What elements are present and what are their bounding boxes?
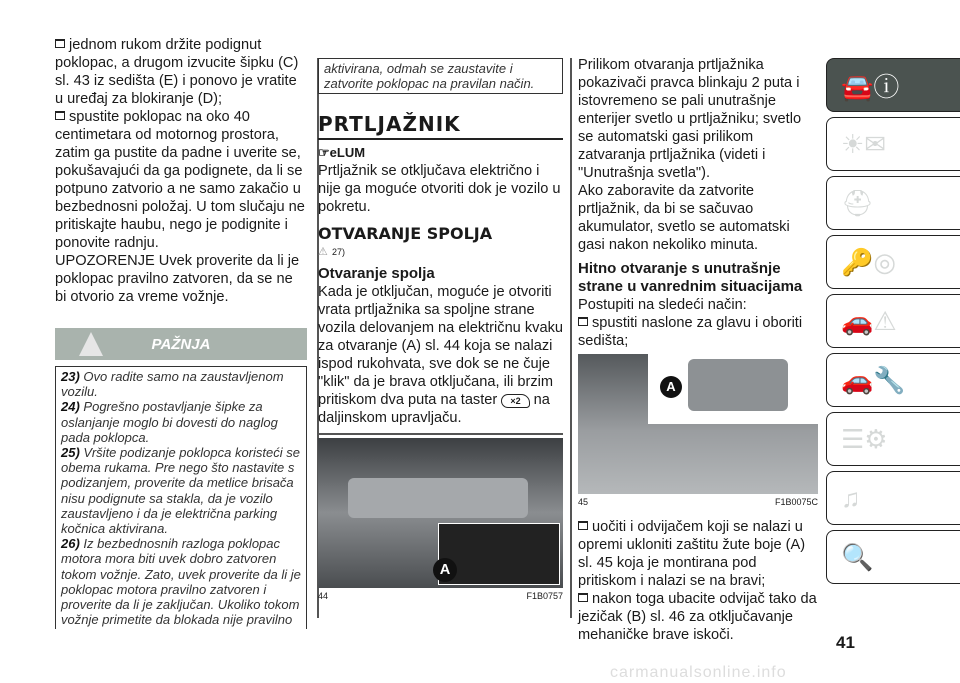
column-1 [55,36,307,629]
subsection-title: OTVARANJE SPOLJA [318,224,493,244]
footer-watermark: carmanualsonline.info [610,664,787,681]
figure-number: 44 [318,591,329,602]
column-3 [578,56,818,644]
note [61,536,301,627]
page-number: 41 [836,633,855,652]
warning-text: UPOZORENJE Uvek proverite da li je poklopac pravilno zatvoren, da se ne bi otvorio za vreme vožnje. [55,253,300,305]
section-title: PRTLJAŽNIK [318,112,563,140]
warning-ref [318,244,563,259]
bullet-item [578,314,818,350]
note [61,399,301,445]
figure-code: F1B0075C [774,497,818,507]
technical-data-icon: ☰⚙ [841,423,888,454]
callout-a: A [660,376,682,398]
note-text: Ovo radite samo na zaustavljenom vozilu. [61,369,284,400]
note-num: 26) [61,536,80,552]
bullet-icon [578,521,588,530]
tab-emergency[interactable] [826,294,960,348]
bullet-icon [55,111,65,120]
figure-44-image [318,438,563,588]
tab-maintenance[interactable] [826,353,960,407]
bullet-item [578,518,818,590]
figure-44 [318,433,563,602]
bullet-text: uočiti i odvijačem koji se nalazi u opremi ukloniti zaštitu žute boje (A) sl. 45 koja je montirana pod pritiskom i nalazi se na bravi; [578,519,806,589]
car-info-icon: 🚘ⓘ [841,71,900,102]
warning-note-continued: aktivirana, odmah se zaustavite i zatvorite poklopac na pravilan način. [318,58,563,94]
multimedia-icon: ♫ [841,482,861,513]
tab-multimedia[interactable] [826,471,960,525]
warning-header [55,328,307,360]
body-text: Prilikom otvaranja prtljažnika pokazivači pravca blinkaju 2 puta i istovremeno se pali unutrašnje enterijer svetlo u prtljažniku; svetlo se automatski gasi prilikom zatvaranja prtljažnika (videti i "Unutrašnja svetla"). [578,57,802,181]
chapter-tabs [826,58,960,589]
tab-index[interactable] [826,530,960,584]
note-text: Pogrešno postavljanje šipke za oslanjanje moglo bi dovesti do naglog pada poklopca. [61,399,278,445]
tab-car-info[interactable] [826,58,960,112]
starting-driving-icon: 🔑◎ [841,246,897,277]
figure-45-image [578,354,818,494]
body-text: Postupiti na sledeći način: [578,297,747,313]
note-num: 24) [61,399,80,415]
bullet-item [55,36,307,108]
bullet-item [578,590,818,644]
tab-starting-driving[interactable] [826,235,960,289]
elum-icon: ☞eLUM [318,145,366,161]
ref-text: 27) [331,247,345,258]
subheading: Otvaranje spolja [318,265,435,283]
body-text: Ako zaboravite da zatvorite prtljažnik, da bi se sačuvao akumulator, svetlo se automatski gasi nakon nekoliko minuta. [578,183,790,253]
warning-title: PAŽNJA [151,336,211,353]
column-2 [318,58,563,602]
tab-warning-lights[interactable] [826,117,960,171]
note [61,445,301,536]
figure-code: F1B0757 [526,591,563,602]
column-divider [570,58,572,618]
bullet-item [55,108,307,252]
maintenance-icon: 🚗🔧 [841,364,906,395]
index-icon: 🔍 [841,541,874,572]
bullet-text: spustite poklopac na oko 40 centimetara od motornog prostora, zatim ga pustite da padne i uverite se, pokušavajući da ga podignete, da li se potpuno zatvorio a ne samo zakačio u bezbednosni položaj. U tom slučaju ne pritiskajte haubu, nego je podignite i ponovite radnju. [55,109,305,251]
bullet-text: nakon toga ubacite odvijač tako da jezičak (B) sl. 46 za otključavanje mehaničke brave iskoči. [578,591,817,643]
subheading: Hitno otvaranje s unutrašnje strane u vanrednim situacijama [578,260,803,295]
note-text: Vršite podizanje poklopca koristeći se obema rukama. Pre nego što nastavite s podizanjem, proverite da metlice brisača nisu podignute sa stakla, da je vozilo zaustavljeno i da je električna parking kočnica aktivirana. [61,445,300,537]
note [61,369,301,399]
bullet-icon [578,593,588,602]
figure-number: 45 [578,497,589,507]
body-text-1: Kada je otključan, moguće je otvoriti vrata prtljažnika sa spoljne strane vozila delovanjem na električnu kvaku za otvaranje (A) sl. 44 koja se nalazi ispod rukohvata, sve dok se ne čuje "klik" da je brava otključana, ili brzim pritiskom dva puta na taster [318,284,563,409]
callout-a: A [433,558,457,582]
safety-icon: ⛑ [841,187,875,218]
bullet-text: spustiti naslone za glavu i oboriti sedišta; [578,315,803,349]
remote-key-icon: ×2 [501,394,529,408]
note-num: 25) [61,445,80,461]
bullet-text: jednom rukom držite podignut poklopac, a drugom izvucite šipku (C) sl. 43 iz sedišta (E) i ponovo je vratite u uređaj za blokiranje (D); [55,37,299,107]
emergency-icon: 🚗⚠ [841,305,897,336]
tab-safety[interactable] [826,176,960,230]
tab-technical-data[interactable] [826,412,960,466]
bullet-icon [55,39,65,48]
figure-45 [578,354,818,508]
warning-notes [55,366,307,629]
intro-text: Prtljažnik se otključava električno i nije ga moguće otvoriti dok je vozilo u pokretu. [318,163,561,216]
warning-lights-icon: ☀✉ [841,128,887,159]
elum-label: eLUM [329,145,366,161]
warning-small-icon: ⚠ [318,246,328,259]
note-num: 23) [61,369,80,384]
bullet-icon [578,317,588,326]
note-text: Iz bezbednosnih razloga poklopac motora mora biti uvek dobro zatvoren tokom vožnje. Zato, uvek proverite da li je poklopac motora pravilno zatvoren i proverite da li je zaključan. Ukoliko tokom vožnje primetite da blokada nije pravilno [61,536,301,628]
body-text [318,283,563,427]
body-text-2: na daljinskom upravljaču. [318,392,550,427]
